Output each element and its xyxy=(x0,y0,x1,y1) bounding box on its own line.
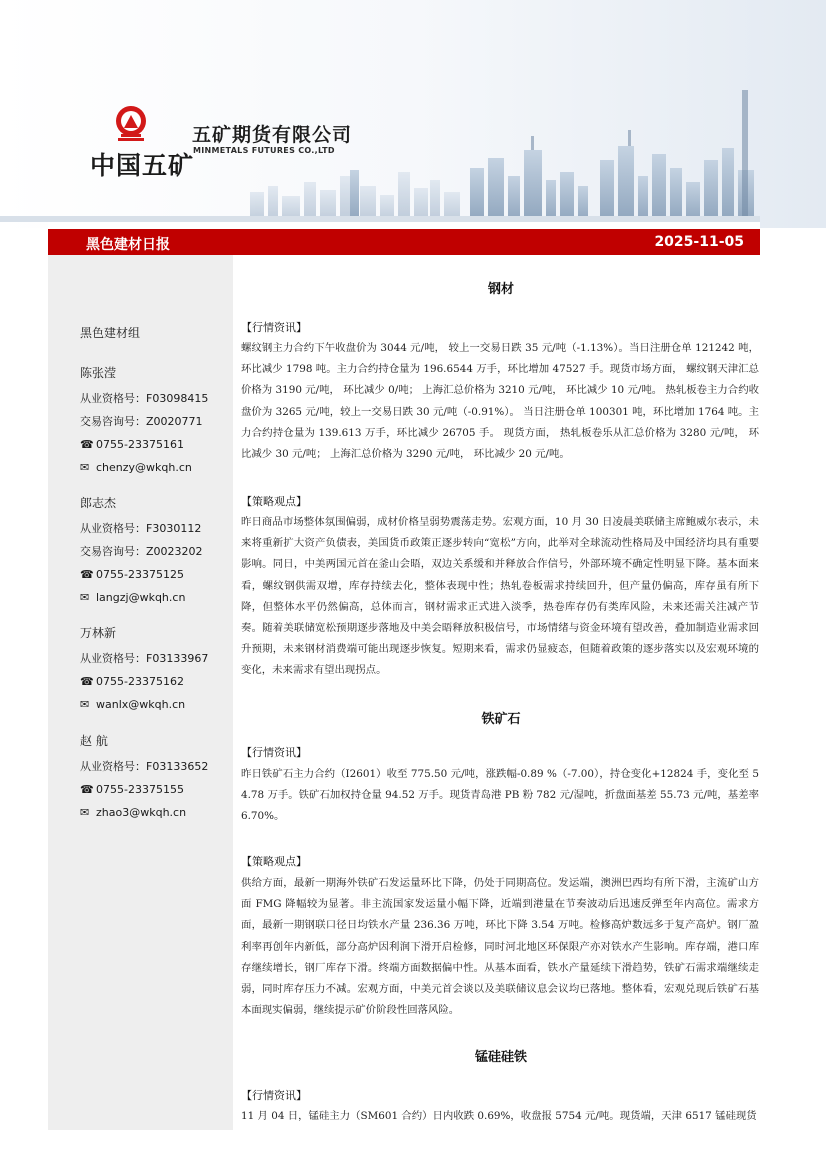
company-name-en: MINMETALS FUTURES CO.,LTD xyxy=(193,146,335,155)
company-emblem-icon xyxy=(112,104,150,144)
phone-icon: ☎ xyxy=(80,675,94,688)
analyst-phone: 0755-23375162 xyxy=(96,675,184,688)
view-tag: 【策略观点】 xyxy=(241,855,307,868)
analyst-name: 陈张滢 xyxy=(80,366,117,380)
section-title-steel: 钢材 xyxy=(487,282,514,297)
analyst-sidebar xyxy=(48,255,233,1130)
news-tag: 【行情资讯】 xyxy=(241,1089,307,1102)
company-name-cn: 五矿期货有限公司 xyxy=(192,124,353,146)
analyst-cert: 从业资格号：F3030112 xyxy=(80,522,202,535)
email-icon: ✉ xyxy=(80,698,90,711)
analyst-email[interactable]: zhao3@wkqh.cn xyxy=(96,806,187,819)
steel-news-paragraph: 螺纹钢主力合约下午收盘价为 3044 元/吨， 较上一交易日跌 35 元/吨（-1.13%）。当日注册仓单 121242 吨， 环比减少 1798 吨。主力合约持仓量为 196.6544 万手，环比增加 47527 手。现货市场方面， 螺纹钢天津汇总价格为 3190 元/吨， 环比减少 0/吨； 上海汇总价格为 3210 元/吨， 环比减少 10 元/吨。 热轧板卷主力合约收盘价为 3265 元/吨，较上一交易日跌 30 元/吨（-0.91%）。 当日注册仓单 100301 吨，环比增加 1764 吨。主力合约持仓量为 139.613 万手，环比减少 26705 手。 现货方面， 热轧板卷乐从汇总价格为 3280 元/吨， 环比减少 30 元/吨； 上海汇总价格为 3290 元/吨， 环比减少 20 元/吨。 xyxy=(241,342,759,461)
analyst-card xyxy=(80,494,230,609)
analyst-card xyxy=(80,732,230,824)
analyst-cert: 从业资格号：F03098415 xyxy=(80,392,209,405)
analyst-phone: 0755-23375161 xyxy=(96,438,184,451)
analyst-name: 郎志杰 xyxy=(80,496,117,510)
analyst-phone: 0755-23375125 xyxy=(96,568,184,581)
section-title-iron-ore: 铁矿石 xyxy=(481,712,521,727)
report-banner xyxy=(48,229,760,255)
report-title: 黑色建材日报 xyxy=(86,237,170,253)
section-title-ferroalloy: 锰硅硅铁 xyxy=(474,1050,527,1065)
view-tag: 【策略观点】 xyxy=(241,495,307,508)
analyst-name: 赵 航 xyxy=(80,734,108,748)
steel-view-paragraph: 昨日商品市场整体氛围偏弱，成材价格呈弱势震荡走势。宏观方面，10 月 30 日凌晨美联储主席鲍威尔表示，未来将重新扩大资产负债表，美国货币政策正逐步转向“宽松”方向，此举对全球流动性格局及中国经济均具有重要影响。同日，中美两国元首在釜山会晤，双边关系缓和并释放合作信号，外部环境不确定性明显下降。基本面来看，螺纹钢供需双增，库存持续去化，整体表现中性；热轧卷板需求持续回升，但产量仍偏高，库存虽有所下降，但整体水平仍然偏高，总体而言，钢材需求正式进入淡季，热卷库存仍有类库风险，未来还需关注减产节奏。随着美联储宽松预期逐步落地及中美会晤释放积极信号，市场情绪与资金环境有望改善，叠加制造业需求回升预期，未来钢材消费端可能出现逐步恢复。短期来看，需求仍显疲态，但随着政策的逐步落实以及宏观环境的变化，未来需求有望出现拐点。 xyxy=(241,516,759,677)
team-title: 黑色建材组 xyxy=(80,326,141,340)
analyst-email[interactable]: langzj@wkqh.cn xyxy=(96,591,186,604)
analyst-consult: 交易咨询号：Z0020771 xyxy=(80,415,203,428)
analyst-email[interactable]: chenzy@wkqh.cn xyxy=(96,461,192,474)
analyst-phone: 0755-23375155 xyxy=(96,783,184,796)
iron-ore-news-paragraph: 昨日铁矿石主力合约（I2601）收至 775.50 元/吨，涨跌幅-0.89 %（-7.00），持仓变化+12824 手，变化至 54.78 万手。铁矿石加权持仓量 94.52 万手。现货青岛港 PB 粉 782 元/湿吨，折盘面基差 55.73 元/吨，基差率 6.70%。 xyxy=(241,768,759,823)
analyst-cert: 从业资格号：F03133967 xyxy=(80,652,209,665)
iron-ore-view-paragraph: 供给方面，最新一期海外铁矿石发运量环比下降，仍处于同期高位。发运端，澳洲巴西均有所下滑，主流矿山方面 FMG 降幅较为显著。非主流国家发运量小幅下降，近端到港量在节奏波动后迅速反弹至年内高位。需求方面，最新一期钢联口径日均铁水产量 236.36 万吨，环比下降 3.54 万吨。检修高炉数远多于复产高炉。钢厂盈利率再创年内新低，部分高炉因利润下滑开启检修，同时河北地区环保限产亦对铁水产生影响。库存端，港口库存继续增长，钢厂库存下滑。终端方面数据偏中性。从基本面看，铁水产量延续下滑趋势，铁矿石需求端继续走弱，同时库存压力不减。宏观方面，中美元首会谈以及美联储议息会议均已落地。整体看，宏观兑现后铁矿石基本面现实偏弱，继续提示矿价阶段性回落风险。 xyxy=(241,877,759,1017)
analyst-email[interactable]: wanlx@wkqh.cn xyxy=(96,698,186,711)
news-tag: 【行情资讯】 xyxy=(241,321,307,334)
report-date: 2025-11-05 xyxy=(654,234,744,250)
analyst-cert: 从业资格号：F03133652 xyxy=(80,760,209,773)
analyst-consult: 交易咨询号：Z0023202 xyxy=(80,545,203,558)
report-header xyxy=(0,0,826,228)
phone-icon: ☎ xyxy=(80,568,94,581)
news-tag: 【行情资讯】 xyxy=(241,746,307,759)
phone-icon: ☎ xyxy=(80,783,94,796)
email-icon: ✉ xyxy=(80,591,90,604)
brand-logo-text: 中国五矿 xyxy=(90,151,195,180)
email-icon: ✉ xyxy=(80,806,90,819)
analyst-card xyxy=(80,624,230,716)
ferroalloy-news-paragraph: 11 月 04 日，锰硅主力（SM601 合约）日内收跌 0.69%，收盘报 5754 元/吨。现货端，天津 6517 锰硅现货 xyxy=(241,1110,757,1122)
email-icon: ✉ xyxy=(80,461,90,474)
phone-icon: ☎ xyxy=(80,438,94,451)
analyst-name: 万林新 xyxy=(80,626,117,640)
analyst-card xyxy=(80,364,230,479)
